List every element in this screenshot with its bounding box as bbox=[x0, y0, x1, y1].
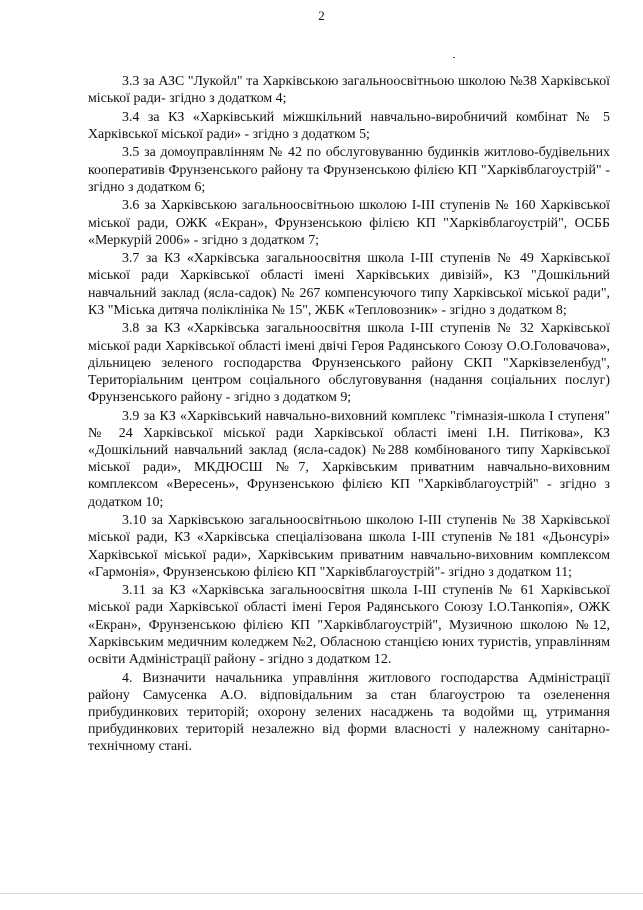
scan-dot bbox=[453, 57, 455, 58]
paragraph-3-9: 3.9 за КЗ «Харківський навчально-виховний комплекс "гімназія-школа І ступеня" № 24 Харківської міської ради Харківської області імені І.Н. Питікова», КЗ «Дошкільний навчальний заклад (ясла-садок) №288 комбінованого типу Харківської міської ради», МКДЮСШ №7, Харківським приватним навчально-виховним комплексом «Вересень», Фрунзенською філією КП "Харківблагоустрій" - згідно з додатком 10; bbox=[88, 408, 610, 510]
paragraph-3-3: 3.3 за АЗС "Лукойл" та Харківською загальноосвітньою школою №38 Харківської міської ради- згідно з додатком 4; bbox=[88, 74, 610, 107]
paragraph-3-6: 3.6 за Харківською загальноосвітньою школою І-ІІІ ступенів № 160 Харківської міської ради, ОЖК «Екран», Фрунзенською філією КП "Харківблагоустрій", ОСББ «Меркурій 2006» - згідно з додатком 7; bbox=[88, 198, 610, 248]
paragraph-3-11: 3.11 за КЗ «Харківська загальноосвітня школа І-ІІІ ступенів № 61 Харківської міської ради Харківської області імені Героя Радянського Союзу І.О.Танкопія», ОЖК «Екран», Фрунзенською філією КП "Харківблагоустрій", Музичною школою №12, Харківським медичним коледжем №2, Обласною станцією юних туристів, управлінням освіти Адміністрації району - згідно з додатком 12. bbox=[88, 583, 610, 668]
paragraph-3-4: 3.4 за КЗ «Харківський міжшкільний навчально-виробничий комбінат № 5 Харківської міської ради» - згідно з додатком 5; bbox=[88, 109, 610, 142]
paragraph-3-5: 3.5 за домоуправлінням № 42 по обслуговуванню будинків житлово-будівельних кооперативів Фрунзенського району та Фрунзенською філією КП "Харківблагоустрій" - згідно з додатком 6; bbox=[88, 145, 610, 195]
page-edge-line bbox=[0, 893, 643, 894]
document-body bbox=[88, 73, 610, 756]
paragraph-4: 4. Визначити начальника управління житлового господарства Адміністрації району Самусенка А.О. відповідальним за стан благоустрою та озеленення прибудинкових територій; охорону зелених насаджень та водойми щ, утримання прибудинкових територій незалежно від форми власності у належному санітарно-технічному стані. bbox=[88, 670, 610, 755]
paragraph-3-7: 3.7 за КЗ «Харківська загальноосвітня школа І-ІІІ ступенів № 49 Харківської міської ради Харківської області імені Харківських дивізій», КЗ "Дошкільний навчальний заклад (ясла-садок) № 267 компенсуючого типу Харківської міської ради", КЗ "Міська дитяча поліклініка № 15", ЖБК «Тепловозник» - згідно з додатком 8; bbox=[88, 251, 610, 318]
page-number: 2 bbox=[318, 8, 325, 23]
paragraph-3-10: 3.10 за Харківською загальноосвітньою школою І-ІІІ ступенів № 38 Харківської міської ради, КЗ «Харківська спеціалізована школа І-ІІІ ступенів №181 «Дьонсурі» Харківської міської ради», Харківським приватним навчально-виховним комплексом «Гармонія», Фрунзенською філією КП "Харківблагоустрій"- згідно з додатком 11; bbox=[88, 513, 610, 580]
paragraph-3-8: 3.8 за КЗ «Харківська загальноосвітня школа І-ІІІ ступенів № 32 Харківської міської ради Харківської області імені двічі Героя Радянського Союзу О.О.Головачова», дільницею зеленого господарства Фрунзенського району СКП "Харківзеленбуд", Територіальним центром соціального обслуговування (надання соціальних послуг) Фрунзенського району - згідно з додатком 9; bbox=[88, 321, 610, 406]
